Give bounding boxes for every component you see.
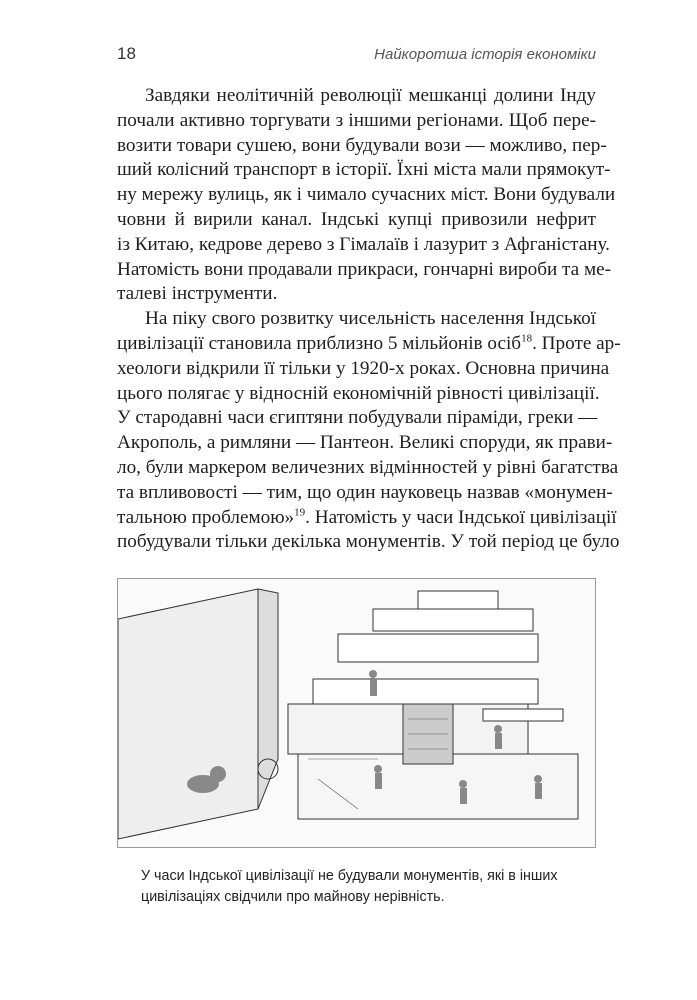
text-line: та впливовості — тим, що один науковець назвав «монумен- xyxy=(117,481,613,503)
text-line: Натомість вони продавали прикраси, гончарні вироби та ме- xyxy=(117,258,612,280)
text-line: ший колісний транспорт в історії. Їхні міста мали прямокут- xyxy=(117,159,611,181)
paragraph xyxy=(117,84,616,307)
text-line: На піку свого розвитку чисельність населення Індської xyxy=(145,308,596,330)
text-line: із Китаю, кедрове дерево з Гімалаїв і лазурит з Афганістану. xyxy=(117,233,610,255)
text-line: хеологи відкрили її тільки у 1920-х роках. Основна причина xyxy=(117,357,610,379)
text-line: талеві інструменти. xyxy=(117,283,278,305)
page-number: 18 xyxy=(117,44,136,63)
text-line: возити товари сушею, вони будували вози — можливо, пер- xyxy=(117,134,607,156)
figure-caption xyxy=(141,866,581,908)
text-line: ло, були маркером величезних відмінностей у рівні багатства xyxy=(117,456,619,478)
illustration-indus-city xyxy=(117,578,596,848)
paragraph xyxy=(117,307,621,555)
footnote-ref[interactable]: 18 xyxy=(521,332,533,345)
text-line: побудували тільки декілька монументів. У той період це було xyxy=(117,531,620,553)
text-line: цього полягає у відносній економічній рівності цивілізації. xyxy=(117,382,600,404)
text-span: тальною проблемою» xyxy=(117,506,295,528)
city-cutaway-drawing xyxy=(118,579,595,847)
text-span: . Натомість у часи Індської цивілізації xyxy=(305,506,617,528)
text-line: Завдяки неолітичній революції мешканці долини Інду xyxy=(145,85,596,106)
text-span: цивілізації становила приблизно 5 мільйонів осіб xyxy=(117,332,522,354)
body-text xyxy=(117,84,621,555)
text-line xyxy=(117,332,621,357)
text-line: Акрополь, а римляни — Пантеон. Великі споруди, як прави- xyxy=(117,432,613,454)
running-header xyxy=(117,44,596,68)
text-line: почали активно торгувати з іншими регіонами. Щоб пере- xyxy=(117,109,596,131)
text-line: ну мережу вулиць, як і чимало сучасних міст. Вони будували xyxy=(117,184,616,206)
text-line xyxy=(117,506,617,531)
running-title: Найкоротша історія економіки xyxy=(374,46,596,63)
footnote-ref[interactable]: 19 xyxy=(294,506,306,519)
text-line: човни й вирили канал. Індські купці привозили нефрит xyxy=(117,208,596,230)
caption-line: У часи Індської цивілізації не будували монументів, які в інших xyxy=(141,868,558,884)
text-span: . Проте ар- xyxy=(532,332,621,354)
text-line: У стародавні часи єгиптяни побудували піраміди, греки — xyxy=(117,407,598,429)
caption-line: цивілізаціях свідчили про майнову нерівність. xyxy=(141,889,445,905)
